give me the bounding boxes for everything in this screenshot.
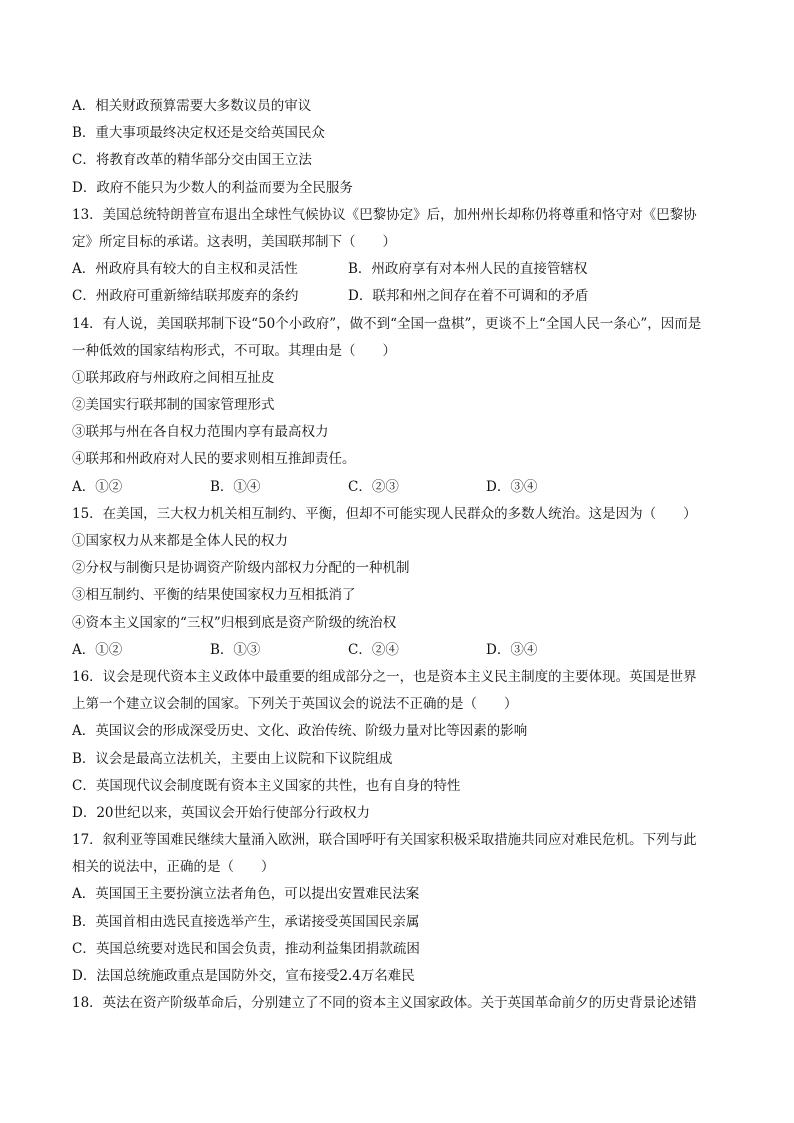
- q17-option-c: C．英国总统要对选民和国会负责，推动利益集团捐款疏困: [72, 940, 420, 957]
- q13-option-a: A．州政府具有较大的自主权和灵活性: [72, 261, 298, 278]
- q13-option-d: D．联邦和州之间存在着不可调和的矛盾: [348, 288, 589, 305]
- q15-statement-3: ③相互制约、平衡的结果使国家权力互相抵消了: [72, 587, 356, 604]
- q13-option-b: B．州政府享有对本州人民的直接管辖权: [348, 261, 588, 278]
- q14-stem-line1: 14．有人说，美国联邦制下设“50个小政府”，做不到“全国一盘棋”，更谈不上“全国人民一条心”，因而是: [72, 315, 702, 332]
- q15-statement-1: ①国家权力从来都是全体人民的权力: [72, 533, 288, 549]
- q12-option-a: A．相关财政预算需要大多数议员的审议: [72, 98, 312, 114]
- q17-option-d: D．法国总统施政重点是国防外交，宣布接受2.4万名难民: [72, 968, 415, 984]
- q16-option-d: D．20世纪以来，英国议会开始行使部分行政权力: [72, 804, 371, 821]
- q15-stem: 15．在美国，三大权力机关相互制约、平衡，但却不可能实现人民群众的多数人统治。这是因为（ ）: [72, 505, 697, 522]
- q13-options-row1: [72, 256, 722, 283]
- q18-stem-line1: 18．英法在资产阶级革命后，分别建立了不同的资本主义国家政体。关于英国革命前夕的历史背景论述错: [72, 995, 697, 1012]
- q15-statement-4: ④资本主义国家的“三权”归根到底是资产阶级的统治权: [72, 614, 397, 631]
- q16-stem-line2: 上第一个建立议会制的国家。下列关于英国议会的说法不正确的是（ ）: [72, 696, 518, 713]
- q16-option-b: B．议会是最高立法机关，主要由上议院和下议院组成: [72, 750, 393, 767]
- q15-options: [72, 637, 722, 664]
- q17-option-a: A．英国国王主要扮演立法者角色，可以提出安置难民法案: [72, 886, 420, 903]
- q12-option-b: B．重大事项最终决定权还是交给英国民众: [72, 125, 325, 142]
- q12-option-c: C．将教育改革的精华部分交由国王立法: [72, 152, 312, 169]
- q14-option-d: D．③④: [486, 478, 538, 495]
- q12-option-d: D．政府不能只为少数人的利益而要为全民服务: [72, 179, 353, 196]
- q13-options-row2: [72, 283, 722, 310]
- q16-option-c: C．英国现代议会制度既有资本主义国家的共性，也有自身的特性: [72, 777, 461, 794]
- q16-stem-line1: 16．议会是现代资本主义政体中最重要的组成部分之一，也是资本主义民主制度的主要体现。英国是世界: [72, 668, 697, 685]
- q15-option-b: B．①③: [210, 641, 261, 658]
- q15-option-c: C．②④: [348, 641, 399, 658]
- q17-option-b: B．英国首相由选民直接选举产生，承诺接受英国国民亲属: [72, 913, 420, 930]
- q13-option-c: C．州政府可重新缔结联邦废弃的条约: [72, 288, 299, 305]
- q14-statement-2: ②美国实行联邦制的国家管理形式: [72, 397, 275, 414]
- q14-stem-line2: 一种低效的国家结构形式，不可取。其理由是（ ）: [72, 342, 396, 359]
- q14-option-c: C．②③: [348, 478, 399, 495]
- q15-statement-2: ②分权与制衡只是协调资产阶级内部权力分配的一种机制: [72, 560, 410, 577]
- q14-option-b: B．①④: [210, 478, 261, 495]
- q14-option-a: A．①②: [72, 478, 123, 495]
- q14-statement-3: ③联邦与州在各自权力范围内享有最高权力: [72, 424, 329, 441]
- q13-stem-line2: 定》所定目标的承诺。这表明，美国联邦制下（ ）: [72, 233, 396, 250]
- q14-statement-1: ①联邦政府与州政府之间相互扯皮: [72, 369, 275, 386]
- q15-option-a: A．①②: [72, 641, 123, 658]
- q14-options: [72, 474, 722, 501]
- q14-statement-4: ④联邦和州政府对人民的要求则相互推卸责任。: [72, 451, 356, 468]
- q17-stem-line1: 17．叙利亚等国难民继续大量涌入欧洲，联合国呼吁有关国家积极采取措施共同应对难民危机。下列与此: [72, 832, 697, 849]
- q17-stem-line2: 相关的说法中，正确的是（ ）: [72, 859, 275, 876]
- q16-option-a: A．英国议会的形成深受历史、文化、政治传统、阶级力量对比等因素的影响: [72, 723, 528, 740]
- q13-stem-line1: 13．美国总统特朗普宣布退出全球性气候协议《巴黎协定》后，加州州长却称仍将尊重和恪守对《巴黎协: [72, 206, 697, 223]
- q15-option-d: D．③④: [486, 641, 538, 658]
- question-list: [72, 93, 722, 1017]
